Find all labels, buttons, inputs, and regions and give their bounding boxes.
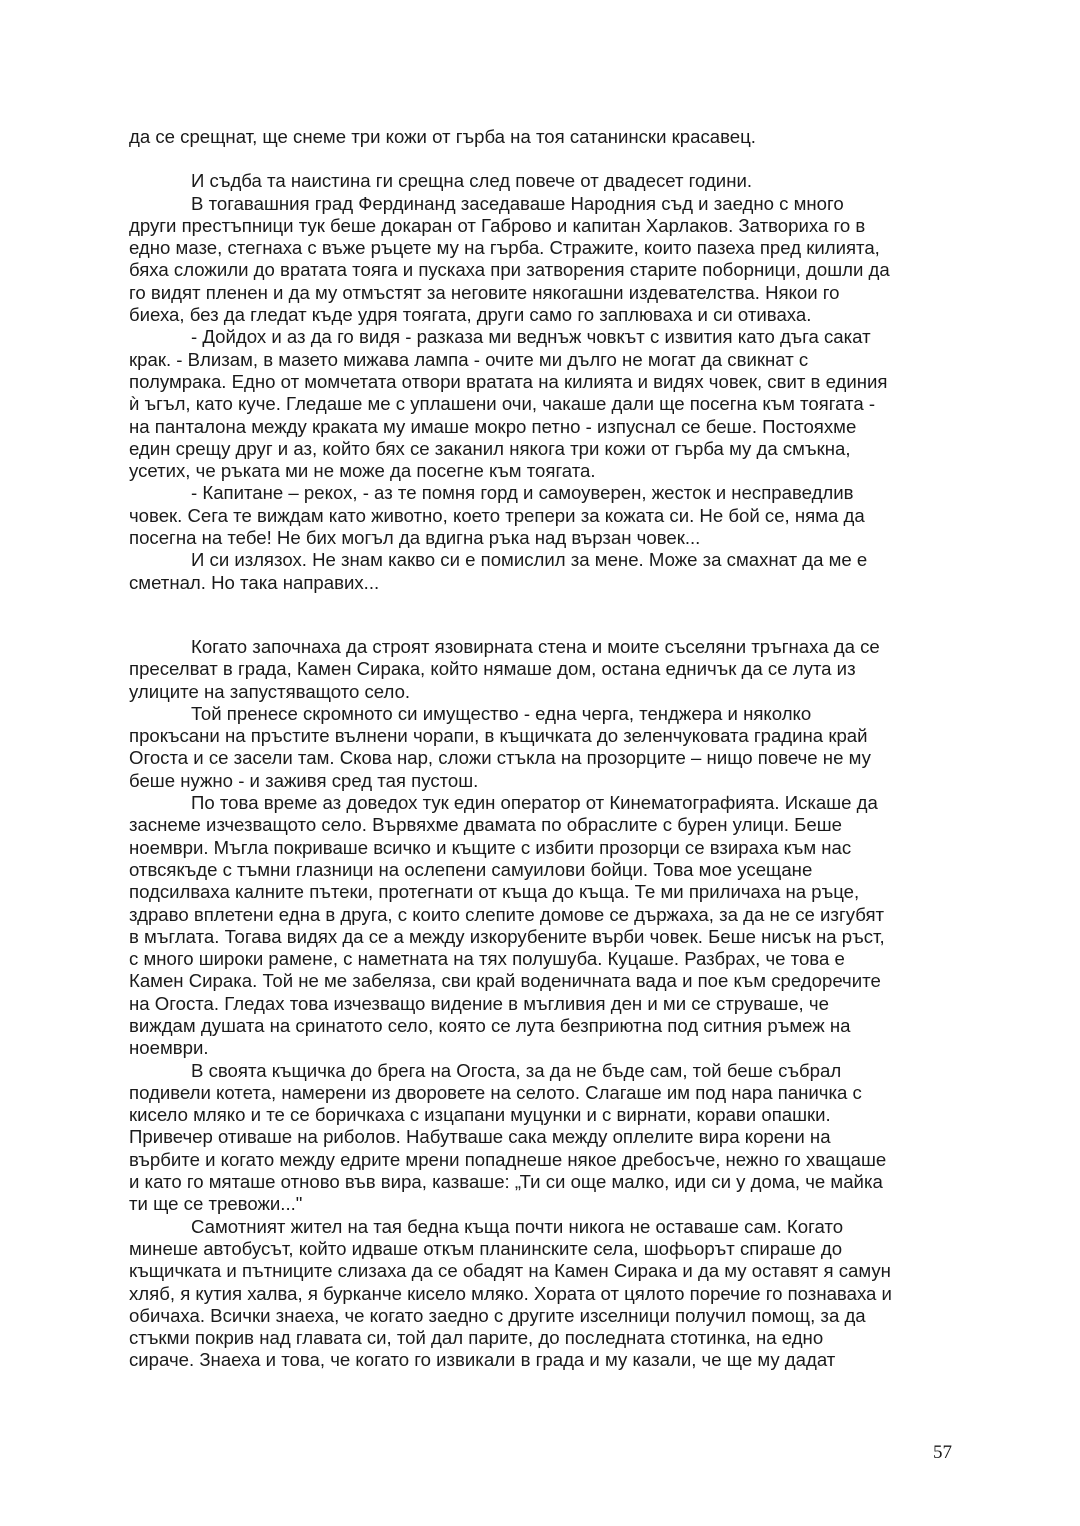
paragraph — [129, 636, 955, 703]
paragraph — [129, 126, 955, 148]
text-line: обичаха. Всички знаеха, че когато заедно с другите изселници получил помощ, за да — [129, 1304, 866, 1326]
text-line: ноември. Мъгла покриваше всичко и къщите с избити прозорци се взираха към нас — [129, 836, 852, 858]
page-body — [129, 126, 955, 1372]
text-line: Камен Сирака. Той не ме забеляза, сви край воденичната вада и пое към средоречите — [129, 970, 881, 992]
text-line: посегна на тебе! Не бих могъл да вдигна ръка над вързан човек... — [129, 527, 701, 549]
page-number: 57 — [933, 1442, 952, 1463]
text-line: отвсякъде с тъмни глазници на ослепени самуилови бойци. Това мое усещане — [129, 858, 813, 880]
text-line: в мъглата. Тогава видях да се а между изкорубените върби човек. Беше нисък на ръст, — [129, 925, 885, 947]
text-line: здраво вплетени една в друга, с които слепите домове се държаха, за да не се изгубят — [129, 903, 885, 925]
text-line: Самотният жител на тая бедна къща почти никога не оставаше сам. Когато — [191, 1215, 844, 1237]
paragraph — [129, 193, 955, 327]
text-line: стъкми покрив над главата си, той дал парите, до последната стотинка, на едно — [129, 1327, 824, 1349]
text-line: един срещу друг и аз, който бях се заканил някога три кожи от гърба му да смъкна, — [129, 437, 851, 459]
text-line: подсилваха калните пътеки, протегнати от къща до къща. Те ми приличаха на ръце, — [129, 881, 860, 903]
text-line: едно мазе, стегнаха с въже ръцете му на гърба. Стражите, които пазеха пред килията, — [129, 237, 880, 259]
text-line: ти ще се тревожи..." — [129, 1193, 303, 1215]
text-line: други престъпници тук беше докаран от Габрово и капитан Харлаков. Затвориха го в — [129, 214, 866, 236]
text-line: кисело мляко и те се боричкаха с изцапани муцунки и с вирнати, корави опашки. — [129, 1104, 831, 1126]
paragraph — [129, 326, 955, 482]
paragraph — [129, 792, 955, 1060]
text-line: сираче. Знаеха и това, че когато го извикали в града и му казали, че ще му дадат — [129, 1349, 836, 1371]
text-line: И съдба та наистина ги срещна след повече от двадесет години. — [191, 170, 753, 192]
paragraph-gap — [129, 594, 955, 636]
text-line: на панталона между краката му имаше мокро петно - изпуснал се беше. Постояхме — [129, 415, 857, 437]
text-line: виждам душата на сринатото село, която се лута безприютна под ситния ръмеж на — [129, 1014, 851, 1036]
text-line: и като го мяташе отново във вира, казваше: „Ти си още малко, иди си у дома, че майка — [129, 1171, 883, 1193]
paragraph-gap — [129, 148, 955, 170]
text-line: да се срещнат, ще снеме три кожи от гърба на тоя сатанински красавец. — [129, 126, 756, 147]
text-line: - Капитане – рекох, - аз те помня горд и самоуверен, жесток и несправедлив — [191, 482, 854, 504]
text-line: Привечер отиваше на риболов. Набутваше сака между оплелите вира корени на — [129, 1126, 831, 1148]
text-line: на Огоста. Гледах това изчезващо видение в мъгливия ден и ми се струваше, че — [129, 992, 829, 1014]
text-line: преселват в града, Камен Сирака, който нямаше дом, остана едничък да се лута из — [129, 658, 856, 680]
text-line: бяха сложили до вратата тояга и пускаха при затворения старите поборници, дошли да — [129, 259, 890, 281]
paragraph — [129, 1060, 955, 1216]
text-line: Той пренесе скромното си имущество - една черга, тенджера и няколко — [191, 702, 812, 724]
text-line: къщичката и пътниците слизаха да се обадят на Камен Сирака и да му оставят я самун — [129, 1260, 891, 1282]
text-line: Огоста и се засели там. Скова нар, сложи стъкла на прозорците – нищо повече не му — [129, 747, 871, 769]
text-line: биеха, без да гледат къде удря тоягата, други само го заплюваха и си отиваха. — [129, 304, 812, 326]
text-line: усетих, че ръката ми не може да посегне към тоягата. — [129, 460, 596, 482]
text-line: прокъсани на пръстите вълнени чорапи, в къщичката до зеленчуковата градина край — [129, 725, 868, 747]
text-line: ноември. — [129, 1037, 209, 1059]
text-line: заснеме изчезващото село. Вървяхме двамата по обраслите с бурен улици. Беше — [129, 814, 842, 836]
text-line: Когато започнаха да строят язовирната стена и моите съселяни тръгнаха да се — [191, 635, 880, 657]
text-line: хляб, я кутия халва, я бурканче кисело мляко. Хората от цялото поречие го познаваха и — [129, 1282, 892, 1304]
text-line: върбите и когато между едрите мрени попаднеше някое дребосъче, нежно го хващаше — [129, 1148, 887, 1170]
text-line: - Дойдох и аз да го видя - разказа ми веднъж човкът с извития като дъга сакат — [191, 326, 871, 348]
text-line: го видят пленен и да му отмъстят за неговите някогашни издевателства. Някои го — [129, 281, 840, 303]
paragraph — [129, 703, 955, 792]
text-line: По това време аз доведох тук един оператор от Кинематографията. Искаше да — [191, 792, 878, 814]
text-line: сметнал. Но така направих... — [129, 571, 380, 593]
paragraph — [129, 1216, 955, 1372]
paragraph — [129, 170, 955, 192]
paragraph — [129, 549, 955, 594]
text-line: улиците на запустяващото село. — [129, 680, 411, 702]
text-line: И си излязох. Не знам какво си е помислил за мене. Може за смахнат да ме е — [191, 549, 868, 571]
text-line: полумрака. Едно от момчетата отвори вратата на килията и видях човек, свит в единия — [129, 370, 888, 392]
text-line: минеше автобусът, който идваше откъм планинските села, шофьорът спираше до — [129, 1237, 843, 1259]
text-line: човек. Сега те виждам като животно, което трепери за кожата си. Не бой се, няма да — [129, 504, 865, 526]
text-line: В своята къщичка до брега на Огоста, за да не бъде сам, той беше събрал — [191, 1059, 842, 1081]
text-line: с много широки рамене, с наметната на тях полушуба. Куцаше. Разбрах, че това е — [129, 948, 845, 970]
text-line: крак. - Влизам, в мазето мижава лампа - очите ми дълго не могат да свикнат с — [129, 348, 809, 370]
text-line: беше нужно - и заживя сред тая пустош. — [129, 769, 479, 791]
text-line: В тогавашния град Фердинанд заседаваше Народния съд и заедно с много — [191, 192, 844, 214]
paragraph — [129, 482, 955, 549]
text-line: подивели котета, намерени из дворовете на селото. Слагаше им под нара паничка с — [129, 1081, 862, 1103]
text-line: ѝ ъгъл, като куче. Гледаше ме с уплашени очи, чакаше дали ще посегна към тоягата - — [129, 393, 876, 415]
